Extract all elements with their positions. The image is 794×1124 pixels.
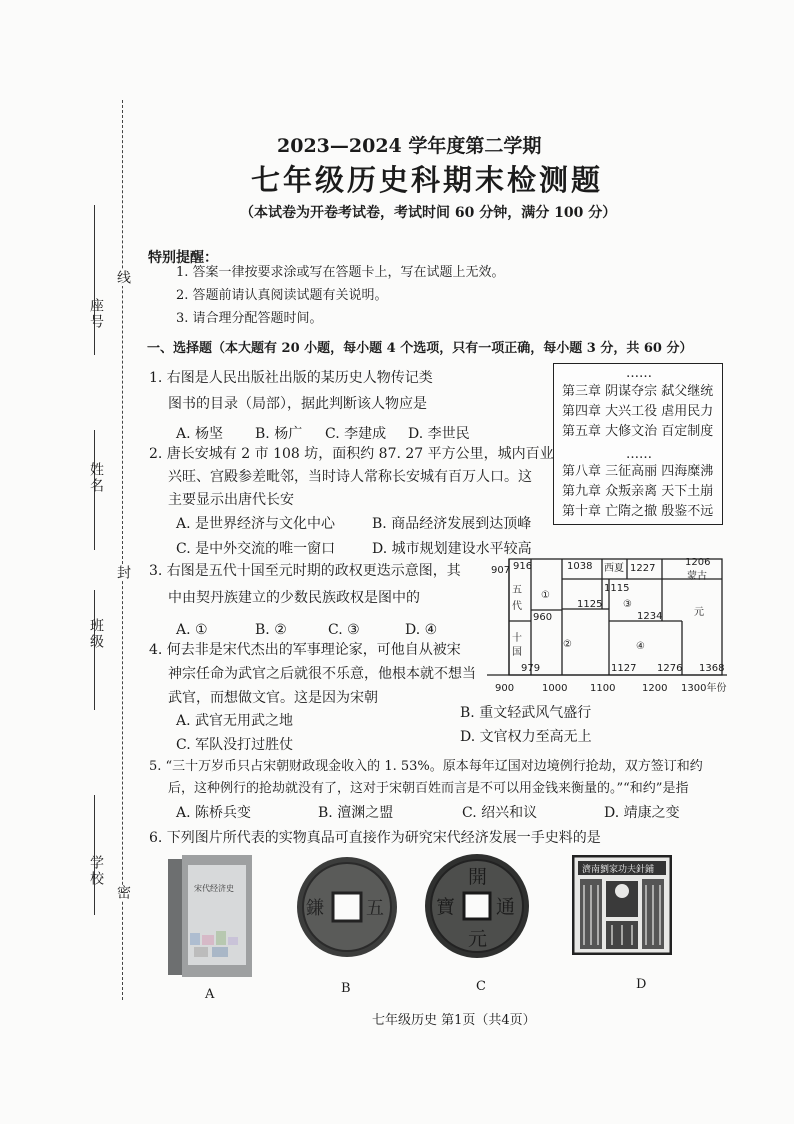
label-wudai-1: 五	[512, 585, 522, 596]
exam-title: 七年级历史科期末检测题	[251, 163, 604, 197]
coin-b-char-right: 五	[366, 898, 384, 919]
term-line: 2023—2024 学年度第二学期	[277, 135, 542, 157]
q1-option-c: C. 李建成	[325, 426, 387, 442]
toc-ellipsis-1: ……	[626, 366, 652, 381]
coin-c-char-bottom: 元	[468, 928, 488, 950]
label-circle-4: ④	[636, 641, 645, 652]
book-title: 宋代经济史	[194, 884, 234, 893]
toc-row: 第九章 众叛亲离 天下土崩	[562, 484, 714, 499]
q5-line1: 5. “三十万岁币只占宋朝财政现金收入的 1. 53%。原本每年辽国对边境例行抢劫，双方签订和约	[149, 759, 703, 774]
q2-option-b: B. 商品经济发展到达顶峰	[372, 516, 532, 532]
label-b: B	[341, 981, 351, 996]
label-wudai-2: 代	[512, 601, 522, 612]
class-underline	[94, 590, 95, 710]
label-979: 979	[521, 663, 541, 674]
q2-option-d: D. 城市规划建设水平较高	[372, 541, 532, 557]
label-1276: 1276	[657, 663, 683, 674]
q5-line2: 后，这种例行的抢劫就没有了，这对于宋朝百姓而言是不可以用金钱来衡量的。”“和约”是指	[168, 781, 689, 796]
q4-option-c: C. 军队没打过胜仗	[176, 737, 294, 753]
seal-mark: 封	[115, 565, 131, 581]
coin-b-char-left: 鎌	[306, 898, 324, 919]
label-1368: 1368	[699, 663, 725, 674]
toc-row: 第三章 阴谋夺宗 弑父继统	[562, 384, 714, 399]
axis-tick-1000: 1000	[542, 683, 568, 694]
coin-c-image	[424, 853, 530, 959]
label-916: 916	[513, 561, 533, 572]
q3-option-b: B. ②	[255, 622, 287, 638]
secret-mark: 密	[115, 885, 131, 901]
q6-line1: 6. 下列图片所代表的实物真品可直接作为研究宋代经济发展一手史料的是	[149, 830, 601, 846]
reminder-item-1: 1. 答案一律按要求涂或写在答题卡上，写在试题上无效。	[176, 265, 505, 280]
q4-line2: 神宗任命为武官之后就很不乐意，他根本就不想当	[168, 666, 476, 682]
axis-tick-1200: 1200	[642, 683, 668, 694]
book-image	[168, 855, 252, 977]
q4-option-d: D. 文官权力至高无上	[460, 729, 592, 745]
coin-c-char-left: 寶	[436, 896, 456, 918]
printing-plate-image	[572, 855, 672, 955]
name-label: 姓名	[88, 462, 104, 494]
q3-line1: 3. 右图是五代十国至元时期的政权更迭示意图，其	[149, 563, 461, 579]
seat-underline	[94, 205, 95, 355]
coin-c-char-top: 開	[468, 866, 488, 888]
label-1115: 1115	[604, 583, 630, 594]
toc-ellipsis-2: ……	[626, 447, 652, 462]
page-footer: 七年级历史 第1页（共4页）	[372, 1013, 536, 1028]
q2-option-a: A. 是世界经济与文化中心	[176, 516, 336, 532]
q1-option-d: D. 李世民	[408, 426, 470, 442]
label-c: C	[476, 979, 486, 994]
q4-line3: 武官，而想做文官。这是因为宋朝	[168, 690, 378, 706]
reminder-item-2: 2. 答题前请认真阅读试题有关说明。	[176, 288, 388, 303]
q5-option-b: B. 澶渊之盟	[318, 805, 394, 821]
q1-option-b: B. 杨广	[255, 426, 303, 442]
label-circle-2: ②	[563, 639, 572, 650]
label-yuan: 元	[694, 607, 704, 618]
exam-note: （本试卷为开卷考试卷，考试时间 60 分钟，满分 100 分）	[240, 205, 617, 221]
q3-option-c: C. ③	[328, 622, 360, 638]
coin-b-image	[296, 856, 398, 958]
toc-row: 第八章 三征高丽 四海糜沸	[562, 464, 714, 479]
line-mark: 线	[115, 270, 131, 286]
binding-line	[122, 100, 123, 1000]
q3-option-a: A. ①	[176, 622, 208, 638]
axis-tick-1100: 1100	[590, 683, 616, 694]
q1-line1: 1. 右图是人民出版社出版的某历史人物传记类	[149, 370, 433, 386]
label-907: 907	[491, 565, 511, 576]
label-1206: 1206	[685, 557, 711, 568]
label-menggu: 蒙古	[687, 571, 707, 582]
q2-option-c: C. 是中外交流的唯一窗口	[176, 541, 336, 557]
seat-label: 座号	[88, 298, 104, 330]
reminder-item-3: 3. 请合理分配答题时间。	[176, 311, 323, 326]
label-shiguo-1: 十	[512, 633, 522, 644]
coin-c-char-right: 通	[496, 896, 516, 918]
toc-row: 第十章 亡隋之撤 殷鉴不远	[562, 504, 714, 519]
label-d: D	[636, 977, 647, 992]
label-circle-1: ①	[541, 590, 550, 601]
label-1038: 1038	[567, 561, 593, 572]
label-circle-3: ③	[623, 599, 632, 610]
book-contents-figure	[553, 363, 723, 525]
school-label: 学校	[88, 855, 104, 887]
q2-line1: 2. 唐长安城有 2 市 108 坊，面积约 87. 27 平方公里，城内百业	[149, 446, 554, 462]
q3-line2: 中由契丹族建立的少数民族政权是图中的	[168, 590, 420, 606]
reminder-title: 特别提醒：	[148, 250, 218, 266]
regime-timeline-diagram	[487, 553, 737, 698]
label-1125: 1125	[577, 599, 603, 610]
q4-line1: 4. 何去非是宋代杰出的军事理论家，可他自从被宋	[149, 642, 461, 658]
axis-tick-1300: 1300年份	[681, 683, 727, 694]
q3-option-d: D. ④	[405, 622, 438, 638]
label-1227: 1227	[630, 563, 656, 574]
q5-option-a: A. 陈桥兵变	[176, 805, 252, 821]
q2-line2: 兴旺、宫殿参差毗邻，当时诗人常称长安城有百万人口。这	[168, 469, 532, 485]
axis-tick-900: 900	[495, 683, 515, 694]
label-1234: 1234	[637, 611, 663, 622]
q1-line2: 图书的目录（局部），据此判断该人物应是	[168, 396, 427, 412]
label-shiguo-2: 国	[512, 647, 522, 658]
label-1127: 1127	[611, 663, 637, 674]
q4-option-b: B. 重文轻武风气盛行	[460, 705, 592, 721]
q5-option-c: C. 绍兴和议	[462, 805, 538, 821]
label-xixia: 西夏	[604, 563, 624, 574]
q2-line3: 主要显示出唐代长安	[168, 492, 294, 508]
label-960: 960	[533, 612, 553, 623]
q4-option-a: A. 武官无用武之地	[176, 713, 294, 729]
print-title: 濟南劉家功夫針鋪	[582, 865, 655, 875]
q1-option-a: A. 杨坚	[176, 426, 224, 442]
label-a: A	[205, 987, 215, 1002]
section-one-title: 一、选择题（本大题有 20 小题，每小题 4 个选项，只有一项正确，每小题 3 分，共 60 分）	[147, 341, 693, 356]
class-label: 班级	[88, 618, 104, 650]
toc-row: 第五章 大修文治 百定制度	[562, 424, 714, 439]
q5-option-d: D. 靖康之变	[604, 805, 680, 821]
toc-row: 第四章 大兴工役 虐用民力	[562, 404, 714, 419]
